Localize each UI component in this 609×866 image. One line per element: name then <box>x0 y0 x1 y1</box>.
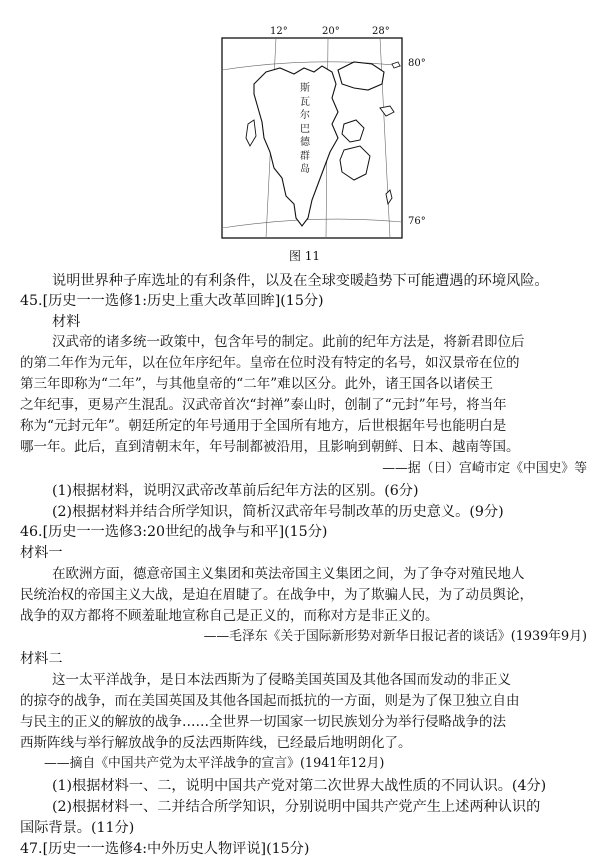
svalbard-map-figure <box>214 28 444 248</box>
q46-question-2: (2)根据材料一、二并结合所学知识，分别说明中国共产党产生上述两种认识的 <box>52 799 541 815</box>
q45-material-line: 之年纪事，更易产生混乱。汉武帝首次“封禅”泰山时，创制了“元封”年号，将当年 <box>20 397 507 413</box>
q46-question-2-cont: 国际背景。(11分) <box>20 820 135 836</box>
q45-question-2: (2)根据材料并结合所学知识，简析汉武帝年号制改革的历史意义。(9分) <box>52 504 504 520</box>
q46-material-1-line: 在欧洲方面，德意帝国主义集团和英法帝国主义集团之间，为了争夺对殖民地人 <box>52 566 525 582</box>
q45-material-line: 称为“元封元年”。朝廷所定的年号通用于全国所有地方，后世根据年号也能明白是 <box>20 418 507 434</box>
q44-task: 说明世界种子库选址的有利条件，以及在全球变暖趋势下可能遭遇的环境风险。 <box>52 273 549 289</box>
q45-material-line: 哪一年。此后，直到清朝末年，年号制都被沿用，且影响到朝鲜、日本、越南等国。 <box>20 439 520 455</box>
lat-label-80: 80° <box>408 58 426 69</box>
q46-material-2-label: 材料二 <box>20 651 63 667</box>
region-label-char: 德 <box>300 137 310 148</box>
q46-material-2-line: 与民主的正义的解放的战争……全世界一切国家一切民族划分为举行侵略战争的法 <box>20 714 506 730</box>
hopen-island <box>386 190 392 204</box>
q46-material-2-line: 西斯阵线与举行解放战争的反法西斯阵线，已经最后地明朗化了。 <box>20 735 412 751</box>
q45-question-1: (1)根据材料，说明汉武帝改革前后纪年方法的区别。(6分) <box>52 483 419 499</box>
q46-material-1-label: 材料一 <box>20 545 63 561</box>
q46-material-2-source: ——摘自《中国共产党为太平洋战争的宣言》(1941年12月) <box>44 756 385 771</box>
prins-karls-forland <box>246 120 256 146</box>
q46-material-1-source: ——毛泽东《关于国际新形势对新华日报记者的谈话》(1939年9月) <box>203 629 587 644</box>
q46-material-2-line: 这一太平洋战争，是日本法西斯为了侵略美国英国及其他各国而发动的非正义 <box>52 672 511 688</box>
q45-material-line: 的第二年作为元年，以在位年序纪年。皇帝在位时没有特定的名号，如汉景帝在位的 <box>20 355 520 371</box>
region-label-char: 岛 <box>300 164 310 175</box>
edgeoya-island <box>340 146 370 180</box>
kvitoya-island <box>392 62 400 68</box>
kong-karls-land <box>380 106 394 116</box>
figure-caption: 图 11 <box>288 249 321 263</box>
region-label-char: 瓦 <box>300 96 310 108</box>
lon-label-20: 20° <box>322 26 340 37</box>
nordaustlandet-island <box>338 62 384 90</box>
region-label-char: 群 <box>300 150 310 162</box>
parallel-76 <box>222 219 402 228</box>
lat-label-76: 76° <box>408 216 426 227</box>
q46-header: 46.[历史一一选修3:20世纪的战争与和平](15分) <box>20 524 328 540</box>
region-label <box>298 82 312 177</box>
spitsbergen-island <box>254 66 338 226</box>
region-label-char: 巴 <box>300 123 310 135</box>
region-label-char: 尔 <box>300 110 310 121</box>
lon-label-12: 12° <box>270 26 288 37</box>
lon-label-28: 28° <box>372 26 390 37</box>
q45-material-line: 汉武帝的诸多统一政策中，包含年号的制定。此前的纪年方法是，将新君即位后 <box>52 334 525 350</box>
q46-question-1: (1)根据材料一、二，说明中国共产党对第二次世界大战性质的不同认识。(4分) <box>52 778 547 794</box>
q45-material-label: 材料 <box>52 314 81 330</box>
q46-material-2-line: 的掠夺的战争，而在美国英国及其他各国起而抵抗的一方面，则是为了保卫独立自由 <box>20 693 520 709</box>
q45-source: ——据（日）宫崎市定《中国史》等 <box>382 461 587 476</box>
meridian-28 <box>380 38 390 238</box>
q45-material-line: 第三年即称为“二年”，与其他皇帝的“二年”难以区分。此外，诸王国各以诸侯王 <box>20 376 494 392</box>
q45-header: 45.[历史一一选修1:历史上重大改革回眸](15分) <box>20 293 324 309</box>
barentsoya-island <box>342 120 364 142</box>
q46-material-1-line: 战争的双方都将不顾羞耻地宣称自己是正义的，而称对方是非正义的。 <box>20 608 439 624</box>
q46-material-1-line: 民统治权的帝国主义大战，是迫在眉睫了。在战争中，为了欺骗人民，为了动员舆论， <box>20 587 533 603</box>
region-label-char: 斯 <box>300 83 310 94</box>
q47-header: 47.[历史一一选修4:中外历史人物评说](15分) <box>20 841 310 857</box>
